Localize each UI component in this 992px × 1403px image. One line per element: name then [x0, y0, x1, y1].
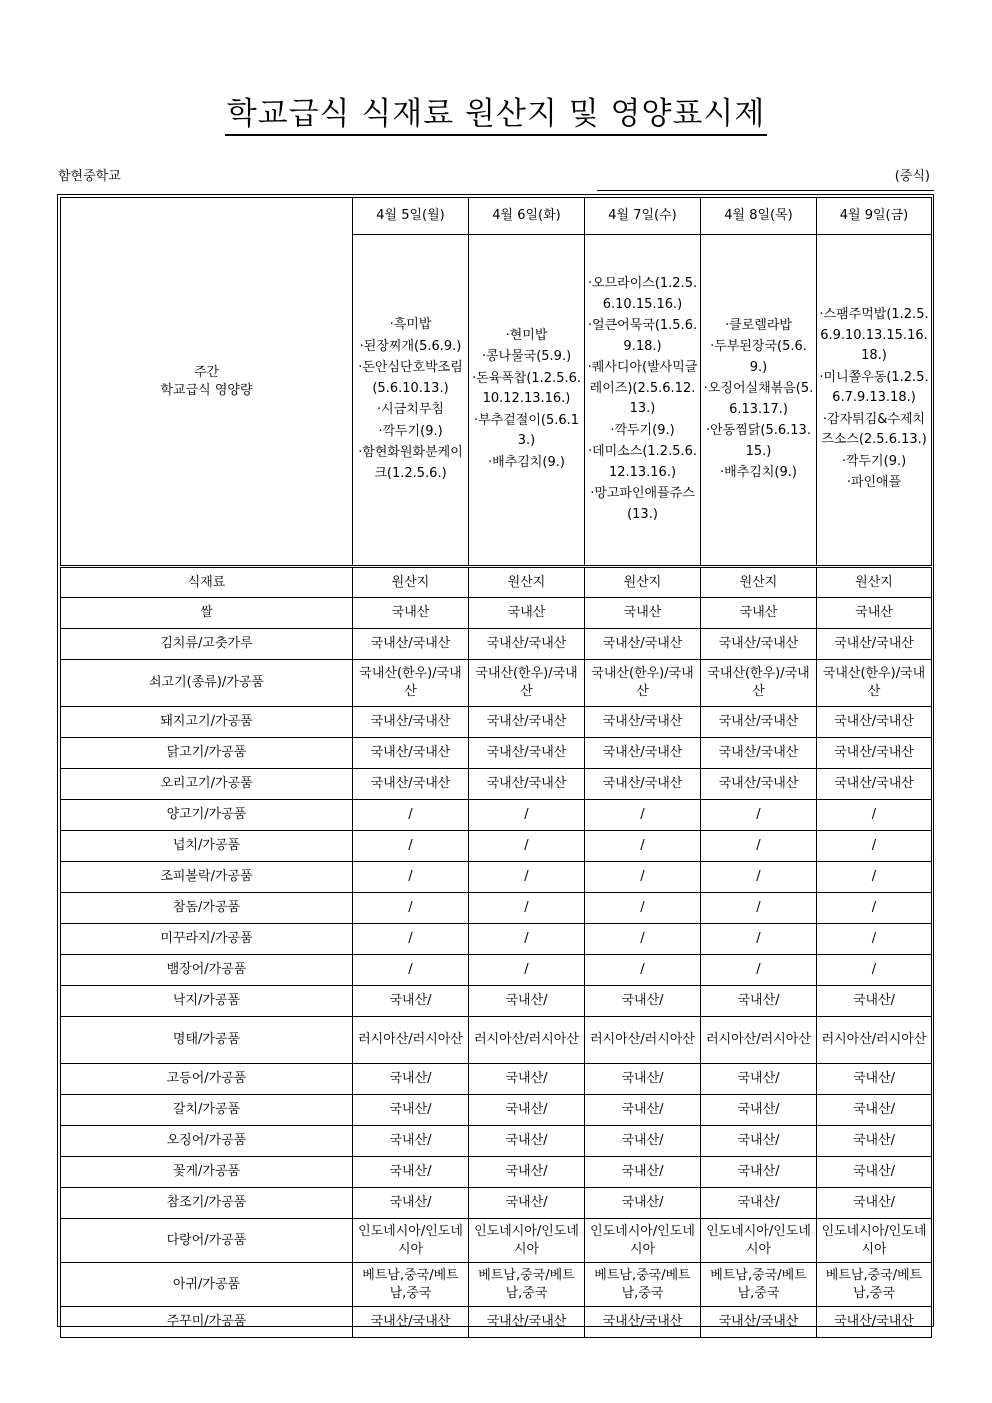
table-row	[61, 1064, 932, 1095]
table-row	[61, 738, 932, 769]
ingredient-name: 참돔/가공품	[61, 893, 353, 924]
day-header-row	[61, 198, 932, 235]
origin-value: 국내산/국내산	[817, 629, 932, 660]
origin-value: 국내산	[701, 598, 817, 629]
origin-header: 원산지	[469, 567, 585, 598]
table-row	[61, 831, 932, 862]
day-header: 4월 9일(금)	[817, 198, 932, 235]
origin-header: 원산지	[817, 567, 932, 598]
origin-value: 국내산(한우)/국내산	[469, 660, 585, 707]
school-name: 함현중학교	[58, 169, 121, 184]
table-row	[61, 800, 932, 831]
nutrition-label-line: 학교급식 영양량	[160, 382, 253, 398]
ingredient-name: 양고기/가공품	[61, 800, 353, 831]
origin-value: /	[701, 800, 817, 831]
origin-value: 국내산/	[817, 1126, 932, 1157]
ingredient-name: 쌀	[61, 598, 353, 629]
origin-value: 국내산/	[585, 986, 701, 1017]
origin-value: 러시아산/러시아산	[585, 1017, 701, 1064]
menu-item: ·오징어실채볶음(5.6.13.17.)	[703, 381, 814, 417]
origin-value: 국내산/국내산	[585, 707, 701, 738]
day-header: 4월 6일(화)	[469, 198, 585, 235]
origin-value: 국내산/	[585, 1064, 701, 1095]
origin-value: 국내산/국내산	[701, 769, 817, 800]
menu-cell	[817, 235, 932, 567]
origin-value: 국내산/	[701, 1126, 817, 1157]
origin-value: 국내산/	[469, 1064, 585, 1095]
origin-value: 국내산	[585, 598, 701, 629]
origin-value: 국내산/국내산	[701, 1307, 817, 1338]
origin-value: 국내산/국내산	[585, 769, 701, 800]
origin-value: /	[817, 862, 932, 893]
day-header: 4월 5일(월)	[353, 198, 469, 235]
origin-value: /	[353, 924, 469, 955]
origin-value: 베트남,중국/베트남,중국	[469, 1263, 585, 1307]
table-row	[61, 924, 932, 955]
origin-value: 국내산/국내산	[469, 629, 585, 660]
day-header: 4월 7일(수)	[585, 198, 701, 235]
table-row	[61, 660, 932, 707]
menu-item: ·미니쫄우동(1.2.5.6.7.9.13.18.)	[819, 369, 929, 406]
origin-value: 국내산	[469, 598, 585, 629]
origin-header-row	[61, 567, 932, 598]
origin-value: 국내산(한우)/국내산	[585, 660, 701, 707]
ingredient-name: 갈치/가공품	[61, 1095, 353, 1126]
origin-value: 국내산/	[469, 986, 585, 1017]
origin-value: 베트남,중국/베트남,중국	[353, 1263, 469, 1307]
table-row	[61, 955, 932, 986]
origin-value: 인도네시아/인도네시아	[817, 1219, 932, 1263]
origin-value: /	[469, 800, 585, 831]
origin-value: /	[353, 800, 469, 831]
menu-item: ·시금치무침	[377, 402, 444, 417]
origin-value: 국내산/	[701, 986, 817, 1017]
ingredient-name: 쇠고기(종류)/가공품	[61, 660, 353, 707]
menu-item: ·파인애플	[846, 475, 902, 491]
origin-value: 국내산/국내산	[701, 707, 817, 738]
origin-value: 국내산/	[353, 1095, 469, 1126]
table-row	[61, 1126, 932, 1157]
origin-value: 러시아산/러시아산	[353, 1017, 469, 1064]
table-row	[61, 598, 932, 629]
header-rule	[597, 190, 934, 191]
menu-item: ·깍두기(9.)	[841, 453, 907, 469]
origin-value: 국내산/국내산	[469, 769, 585, 800]
origin-value: /	[817, 831, 932, 862]
origin-value: 국내산	[353, 598, 469, 629]
origin-header: 원산지	[701, 567, 817, 598]
table-row	[61, 862, 932, 893]
menu-item: ·망고파인애플쥬스(13.)	[590, 486, 695, 522]
origin-value: 인도네시아/인도네시아	[701, 1219, 817, 1263]
origin-value: 인도네시아/인도네시아	[469, 1219, 585, 1263]
origin-table-body	[61, 598, 932, 1338]
origin-value: /	[817, 800, 932, 831]
ingredient-name: 명태/가공품	[61, 1017, 353, 1064]
origin-value: 국내산/	[353, 986, 469, 1017]
origin-value: /	[353, 831, 469, 862]
origin-value: /	[353, 955, 469, 986]
menu-item: ·배추김치(9.)	[720, 465, 797, 480]
menu-item: ·된장찌개(5.6.9.)	[359, 338, 462, 354]
origin-value: /	[585, 862, 701, 893]
origin-value: 국내산/국내산	[585, 738, 701, 769]
menu-item: ·돈안심단호박조림(5.6.10.13.)	[358, 360, 463, 396]
origin-value: /	[469, 924, 585, 955]
origin-value: /	[817, 924, 932, 955]
table-row	[61, 1307, 932, 1338]
meal-type-label: (중식)	[894, 169, 930, 184]
origin-value: /	[701, 862, 817, 893]
origin-value: 국내산/	[469, 1126, 585, 1157]
origin-value: /	[469, 831, 585, 862]
table-row	[61, 707, 932, 738]
origin-value: 국내산/	[353, 1157, 469, 1188]
menu-item: ·스팸주먹밥(1.2.5.6.9.10.13.15.16.18.)	[819, 307, 929, 364]
menu-item: ·함현화원화분케이크(1.2.5.6.)	[358, 445, 463, 481]
origin-value: 국내산/	[817, 1157, 932, 1188]
ingredient-name: 돼지고기/가공품	[61, 707, 353, 738]
origin-value: /	[585, 924, 701, 955]
origin-value: 국내산/	[353, 1126, 469, 1157]
menu-item: ·콩나물국(5.9.)	[481, 349, 572, 365]
origin-value: 국내산/국내산	[701, 629, 817, 660]
origin-value: 국내산(한우)/국내산	[701, 660, 817, 707]
origin-value: 국내산/	[817, 1064, 932, 1095]
menu-item: ·배추김치(9.)	[488, 454, 565, 470]
origin-value: 국내산/	[701, 1188, 817, 1219]
origin-value: 국내산/국내산	[353, 629, 469, 660]
ingredient-name: 꽃게/가공품	[61, 1157, 353, 1188]
ingredient-name: 김치류/고춧가루	[61, 629, 353, 660]
ingredient-name: 낙지/가공품	[61, 986, 353, 1017]
table-row	[61, 629, 932, 660]
origin-value: 국내산/국내산	[817, 1307, 932, 1338]
menu-item: ·깍두기(9.)	[378, 423, 443, 439]
origin-value: /	[701, 893, 817, 924]
meal-origin-table	[60, 197, 932, 1338]
ingredient-name: 주꾸미/가공품	[61, 1307, 353, 1338]
origin-value: 러시아산/러시아산	[469, 1017, 585, 1064]
menu-item: ·깍두기(9.)	[610, 422, 675, 438]
origin-value: /	[585, 955, 701, 986]
origin-value: 국내산/	[353, 1188, 469, 1219]
document-title: 학교급식 식재료 원산지 및 영양표시제	[225, 96, 768, 136]
origin-value: 인도네시아/인도네시아	[585, 1219, 701, 1263]
menu-item: ·두부된장국(5.6.9.)	[710, 339, 807, 375]
origin-value: 국내산/	[585, 1095, 701, 1126]
origin-value: 국내산/국내산	[585, 1307, 701, 1338]
origin-value: 국내산/	[353, 1064, 469, 1095]
origin-value: /	[585, 831, 701, 862]
origin-value: 베트남,중국/베트남,중국	[817, 1263, 932, 1307]
menu-cell	[585, 235, 701, 567]
menu-item: ·데미소스(1.2.5.6.12.13.16.)	[587, 444, 698, 480]
origin-value: /	[353, 893, 469, 924]
ingredient-name: 고등어/가공품	[61, 1064, 353, 1095]
table-row	[61, 1263, 932, 1307]
origin-value: /	[817, 893, 932, 924]
origin-value: 국내산/국내산	[585, 629, 701, 660]
origin-value: /	[701, 924, 817, 955]
origin-value: 국내산/	[817, 1095, 932, 1126]
origin-value: /	[353, 862, 469, 893]
table-row	[61, 893, 932, 924]
origin-value: /	[469, 862, 585, 893]
ingredient-name: 다랑어/가공품	[61, 1219, 353, 1263]
ingredient-name: 닭고기/가공품	[61, 738, 353, 769]
origin-value: 러시아산/러시아산	[817, 1017, 932, 1064]
ingredient-name: 뱀장어/가공품	[61, 955, 353, 986]
origin-value: 국내산/국내산	[817, 738, 932, 769]
table-row	[61, 1219, 932, 1263]
menu-item: ·감자튀김&수제치즈소스(2.5.6.13.)	[821, 411, 927, 448]
menu-item: ·얼큰어묵국(1.5.6.9.18.)	[587, 318, 698, 354]
origin-value: /	[701, 955, 817, 986]
table-row	[61, 986, 932, 1017]
nutrition-label-cell	[61, 198, 353, 567]
menu-cell	[701, 235, 817, 567]
menu-item: ·현미밥	[505, 327, 548, 343]
menu-item: ·안동찜닭(5.6.13.15.)	[706, 423, 811, 459]
origin-value: /	[817, 955, 932, 986]
ingredient-name: 참조기/가공품	[61, 1188, 353, 1219]
origin-value: /	[701, 831, 817, 862]
origin-value: 국내산/국내산	[701, 738, 817, 769]
origin-value: 국내산/	[701, 1095, 817, 1126]
menu-cell	[469, 235, 585, 567]
document-title-wrap	[0, 88, 992, 133]
origin-value: 국내산/국내산	[353, 1307, 469, 1338]
origin-header: 원산지	[585, 567, 701, 598]
menu-item: ·흑미밥	[389, 317, 432, 332]
origin-value: 국내산/국내산	[353, 769, 469, 800]
origin-value: 국내산/국내산	[353, 707, 469, 738]
origin-value: 국내산	[817, 598, 932, 629]
ingredient-name: 조피볼락/가공품	[61, 862, 353, 893]
origin-value: 베트남,중국/베트남,중국	[701, 1263, 817, 1307]
menu-item: ·부추겉절이(5.6.13.)	[473, 412, 580, 449]
origin-value: 국내산(한우)/국내산	[353, 660, 469, 707]
origin-value: 국내산/국내산	[469, 707, 585, 738]
origin-value: 국내산/	[585, 1126, 701, 1157]
origin-header: 원산지	[353, 567, 469, 598]
ingredient-name: 넙치/가공품	[61, 831, 353, 862]
origin-value: 베트남,중국/베트남,중국	[585, 1263, 701, 1307]
origin-value: 국내산(한우)/국내산	[817, 660, 932, 707]
origin-value: 국내산/	[585, 1157, 701, 1188]
origin-value: 국내산/	[469, 1157, 585, 1188]
ingredient-name: 아귀/가공품	[61, 1263, 353, 1307]
origin-value: /	[469, 955, 585, 986]
origin-value: 국내산/	[817, 986, 932, 1017]
origin-value: 국내산/	[701, 1157, 817, 1188]
ingredient-name: 미꾸라지/가공품	[61, 924, 353, 955]
origin-value: 국내산/국내산	[817, 707, 932, 738]
menu-cell	[353, 235, 469, 567]
origin-value: 국내산/	[469, 1095, 585, 1126]
origin-value: 국내산/국내산	[817, 769, 932, 800]
menu-item: ·클로렐라밥	[725, 317, 792, 333]
origin-value: 국내산/국내산	[469, 738, 585, 769]
origin-value: 국내산/	[469, 1188, 585, 1219]
table-row	[61, 1017, 932, 1064]
day-header: 4월 8일(목)	[701, 198, 817, 235]
origin-value: 국내산/	[701, 1064, 817, 1095]
menu-item: ·오므라이스(1.2.5.6.10.15.16.)	[587, 276, 698, 312]
ingredient-name: 오징어/가공품	[61, 1126, 353, 1157]
origin-value: /	[469, 893, 585, 924]
origin-value: 인도네시아/인도네시아	[353, 1219, 469, 1263]
table-row	[61, 1157, 932, 1188]
origin-value: 국내산/	[585, 1188, 701, 1219]
ingredient-header: 식재료	[61, 567, 353, 598]
menu-item: ·돈육폭찹(1.2.5.6.10.12.13.16.)	[471, 370, 582, 407]
origin-value: /	[585, 800, 701, 831]
origin-value: 러시아산/러시아산	[701, 1017, 817, 1064]
nutrition-label-line: 주간	[193, 364, 220, 380]
ingredient-name: 오리고기/가공품	[61, 769, 353, 800]
table-row	[61, 769, 932, 800]
origin-value: 국내산/국내산	[353, 738, 469, 769]
origin-value: /	[585, 893, 701, 924]
origin-value: 국내산/	[817, 1188, 932, 1219]
menu-item: ·퀘사디아(발사믹글레이즈)(2.5.6.12.13.)	[587, 360, 698, 416]
table-row	[61, 1095, 932, 1126]
table-row	[61, 1188, 932, 1219]
origin-value: 국내산/국내산	[469, 1307, 585, 1338]
